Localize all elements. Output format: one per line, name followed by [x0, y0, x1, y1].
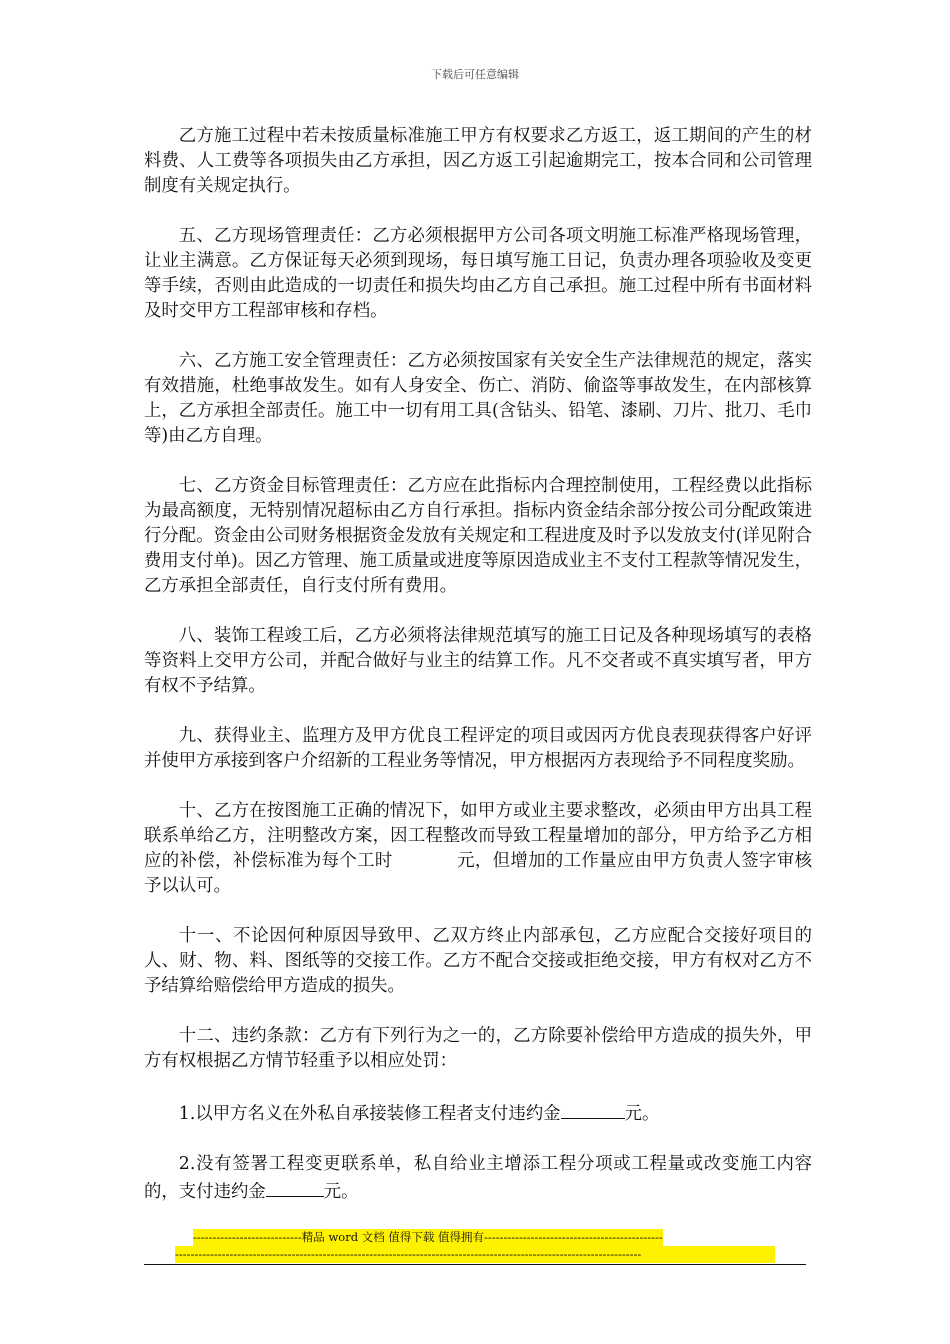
item-2-text-before: 2.没有签署工程变更联系单，私自给业主增添工程分项或工程量或改变施工内容的，支付违约金 — [144, 1154, 812, 1202]
item-1-text-before: 1.以甲方名义在外私自承接装修工程者支付违约金 — [178, 1104, 561, 1124]
breach-item-1 — [144, 1099, 812, 1127]
rectification-text-after: 元，但增加的工作量应由甲方负责人签字审核予以认可。 — [144, 851, 812, 896]
item-2-text-after: 元。 — [323, 1182, 359, 1202]
paragraph-site-management: 五、乙方现场管理责任：乙方必须根据甲方公司各项文明施工标准严格现场管理，让业主满意。乙方保证每天必须到现场，每日填写施工日记，负责办理各项验收及变更等手续，否则由此造成的一切责任和损失均由乙方自己承担。施工过程中所有书面材料及时交甲方工程部审核和存档。 — [144, 226, 812, 321]
paragraph-completion: 八、装饰工程竣工后，乙方必须将法律规范填写的施工日记及各种现场填写的表格等资料上交甲方公司，并配合做好与业主的结算工作。凡不交者或不真实填写者，甲方有权不予结算。 — [144, 626, 812, 696]
blank-penalty-2 — [266, 1177, 324, 1197]
paragraph-rework: 乙方施工过程中若未按质量标准施工甲方有权要求乙方返工，返工期间的产生的材料费、人工费等各项损失由乙方承担，因乙方返工引起逾期完工，按本合同和公司管理制度有关规定执行。 — [144, 126, 812, 196]
paragraph-safety-management: 六、乙方施工安全管理责任：乙方必须按国家有关安全生产法律规范的规定，落实有效措施，杜绝事故发生。如有人身安全、伤亡、消防、偷盗等事故发生，在内部核算上，乙方承担全部责任。施工中一切有用工具(含钻头、铅笔、漆刷、刀片、批刀、毛巾等)由乙方自理。 — [144, 351, 812, 446]
page-footer — [175, 1229, 775, 1263]
paragraph-reward: 九、获得业主、监理方及甲方优良工程评定的项目或因丙方优良表现获得客户好评并使甲方承接到客户介绍新的工程业务等情况，甲方根据丙方表现给予不同程度奖励。 — [144, 726, 812, 771]
rectification-text-before: 十、乙方在按图施工正确的情况下，如甲方或业主要求整改，必须由甲方出具工程联系单给乙方，注明整改方案，因工程整改而导致工程量增加的部分，甲方给予乙方相应的补偿，补偿标准为每个工时 — [144, 801, 812, 871]
item-1-text-after: 元。 — [624, 1104, 660, 1124]
footer-banner-line-2: ------------------------------------------------------------------------------------------------------------------------ — [175, 1246, 775, 1263]
paragraph-breach: 十二、违约条款：乙方有下列行为之一的，乙方除要补偿给甲方造成的损失外，甲方有权根据乙方情节轻重予以相应处罚： — [144, 1026, 812, 1071]
paragraph-rectification — [144, 799, 812, 899]
breach-item-2 — [144, 1152, 812, 1205]
paragraph-termination: 十一、不论因何种原因导致甲、乙双方终止内部承包，乙方应配合交接好项目的人、财、物、料、图纸等的交接工作。乙方不配合交接或拒绝交接，甲方有权对乙方不予结算给赔偿给甲方造成的损失。 — [144, 926, 812, 996]
page-header: 下载后可任意编辑 — [431, 68, 519, 81]
footer-banner-line-1: ----------------------------精品 word 文档 值得下载 值得拥有---------------------------------------------- — [193, 1230, 663, 1244]
document-body — [144, 124, 812, 1230]
blank-penalty-1 — [561, 1099, 625, 1119]
footer-divider — [144, 1264, 806, 1265]
paragraph-fund-management: 七、乙方资金目标管理责任：乙方应在此指标内合理控制使用，工程经费以此指标为最高额度，无特别情况超标由乙方自行承担。指标内资金结余部分按公司分配政策进行分配。资金由公司财务根据资金发放有关规定和工程进度及时予以发放支付(详见附合费用支付单)。因乙方管理、施工质量或进度等原因造成业主不支付工程款等情况发生，乙方承担全部责任，自行支付所有费用。 — [144, 476, 812, 596]
